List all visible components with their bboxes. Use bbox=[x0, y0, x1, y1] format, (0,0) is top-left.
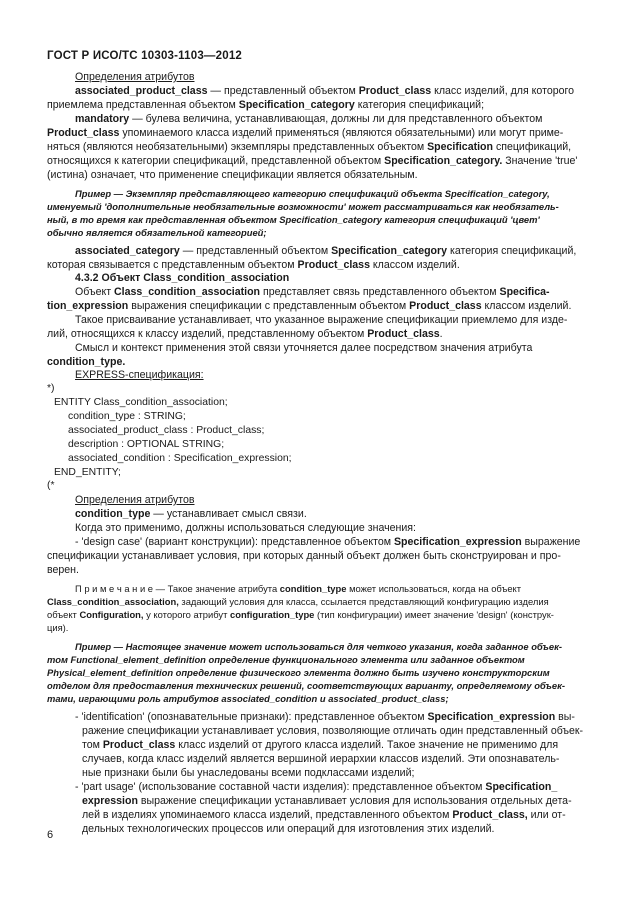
text-line bbox=[75, 521, 416, 535]
text-line bbox=[47, 154, 577, 168]
text-run: Specification bbox=[427, 141, 493, 153]
text-line bbox=[47, 679, 565, 693]
text-run: Смысл и контекст применения этой связи уточняется далее посредством значения атрибута bbox=[75, 342, 533, 354]
text-run: П р и м е ч а н и е — Такое значение атрибута bbox=[75, 583, 280, 594]
text-line bbox=[54, 466, 121, 480]
text-run: ражение спецификации устанавливает условия, позволяющие отличать один представленный объек- bbox=[82, 725, 584, 737]
text-run: tion_expression bbox=[47, 300, 129, 312]
text-line bbox=[75, 187, 550, 201]
text-run: description : OPTIONAL STRING; bbox=[68, 439, 225, 450]
text-run: condition_type. bbox=[47, 356, 126, 368]
text-line bbox=[47, 653, 525, 667]
text-run: . bbox=[439, 328, 443, 340]
text-run: 4.3.2 Объект Class_condition_association bbox=[75, 272, 290, 284]
page-number: 6 bbox=[47, 829, 54, 841]
text-line bbox=[47, 692, 449, 706]
text-line bbox=[47, 479, 55, 493]
text-run: Объект bbox=[75, 286, 115, 298]
text-run: — устанавливает смысл связи. bbox=[150, 508, 307, 520]
text-line bbox=[82, 794, 572, 808]
text-run: упоминаемого класса изделий применяться (являются обязательными) или могут приме- bbox=[119, 127, 564, 139]
text-run: спецификаций, bbox=[493, 141, 572, 153]
text-run: ENTITY Class_condition_association; bbox=[54, 397, 228, 408]
text-line bbox=[47, 126, 563, 140]
text-line bbox=[47, 563, 79, 577]
text-run: тами, играющими роль атрибутов associated_condition и associated_product_class; bbox=[47, 693, 449, 704]
text-run: классом изделий. bbox=[369, 259, 460, 271]
text-line bbox=[82, 752, 559, 766]
text-line bbox=[75, 507, 307, 521]
text-run: EXPRESS-спецификация: bbox=[75, 369, 204, 381]
text-run: associated_condition : Specification_expression; bbox=[68, 453, 292, 464]
text-run: верен. bbox=[47, 564, 79, 576]
text-line bbox=[82, 808, 566, 822]
text-run: няться (являются необязательными) экземпляры представленных объектом bbox=[47, 141, 428, 153]
text-run: или от- bbox=[527, 809, 566, 821]
text-line bbox=[68, 410, 186, 424]
text-run: condition_type : STRING; bbox=[68, 411, 186, 422]
text-run: дельных технологических процессов или операций для изготовления этих изделий. bbox=[82, 823, 495, 835]
text-line bbox=[75, 640, 562, 654]
text-run: — представленный объектом bbox=[179, 245, 332, 257]
text-run: том bbox=[82, 739, 103, 751]
text-run: которая связывается с представленным объектом bbox=[47, 259, 298, 271]
text-run: Specification_ bbox=[485, 781, 558, 793]
text-line bbox=[75, 582, 521, 596]
text-line bbox=[82, 766, 414, 780]
text-run: у которого атрибут bbox=[143, 609, 230, 620]
text-line bbox=[75, 244, 576, 258]
text-line bbox=[47, 98, 484, 112]
text-line bbox=[47, 226, 267, 240]
text-run: condition_type bbox=[279, 583, 347, 594]
text-run: Такое присваивание устанавливает, что указанное выражение спецификации приемлемо для изде- bbox=[75, 314, 568, 326]
text-run: Specification_expression bbox=[393, 536, 522, 548]
text-run: выражение спецификации устанавливает условия для использования отдельных дета- bbox=[137, 795, 572, 807]
text-line bbox=[47, 382, 55, 396]
text-run: configuration_type bbox=[230, 609, 315, 620]
text-line bbox=[75, 70, 194, 84]
text-run: Specification_category bbox=[238, 99, 355, 111]
text-run: Product_class bbox=[47, 127, 120, 139]
text-line bbox=[47, 549, 561, 563]
text-line bbox=[47, 355, 125, 369]
text-line bbox=[47, 168, 418, 182]
text-line bbox=[75, 112, 542, 126]
text-run: associated_category bbox=[75, 245, 180, 257]
text-line bbox=[47, 200, 559, 214]
running-header: ГОСТ Р ИСО/ТС 10303-1103—2012 bbox=[47, 50, 243, 62]
text-run: Пример — Экземпляр представляющего категорию спецификаций объекта Specification_category, bbox=[75, 188, 550, 199]
text-run: - 'part usage' (использование составной части изделия): представленное объектом bbox=[75, 781, 486, 793]
text-line bbox=[47, 595, 549, 609]
text-line bbox=[47, 213, 540, 227]
text-run: Пример — Настоящее значение может использоваться для четкого указания, когда заданное объек- bbox=[75, 641, 562, 652]
text-run: Product_class bbox=[409, 300, 482, 312]
text-run: вы- bbox=[555, 711, 575, 723]
text-run: относящихся к категории спецификаций, представленной объектом bbox=[47, 155, 385, 167]
text-line bbox=[82, 822, 495, 836]
text-line bbox=[47, 666, 550, 680]
text-run: Product_class, bbox=[452, 809, 528, 821]
text-run: категория спецификаций, bbox=[447, 245, 577, 257]
text-line bbox=[75, 493, 194, 507]
text-run: Class_condition_association bbox=[114, 286, 261, 298]
text-line bbox=[47, 140, 571, 154]
text-run: Class_condition_association, bbox=[47, 596, 179, 607]
text-run: Определения атрибутов bbox=[75, 494, 195, 506]
text-line bbox=[75, 341, 532, 355]
text-line bbox=[82, 724, 583, 738]
text-run: том Functional_element_definition определение функционального элемента или заданное объектом bbox=[47, 654, 525, 665]
text-run: Configuration, bbox=[79, 609, 144, 620]
text-run: объект bbox=[47, 609, 80, 620]
text-line bbox=[75, 368, 204, 382]
text-line bbox=[68, 424, 264, 438]
text-line bbox=[54, 396, 228, 410]
text-run: associated_product_class bbox=[75, 85, 208, 97]
text-run: спецификации устанавливает условия, при которых данный объект должен быть сконструирован и про- bbox=[47, 550, 561, 562]
text-run: Specification_expression bbox=[427, 711, 556, 723]
text-line bbox=[75, 285, 550, 299]
text-run: Product_class bbox=[367, 328, 440, 340]
text-run: обычно является обязательной категорией; bbox=[47, 227, 267, 238]
text-line bbox=[75, 313, 567, 327]
text-run: — представленный объектом bbox=[207, 85, 359, 97]
text-run: ция). bbox=[47, 622, 69, 633]
text-line bbox=[47, 621, 68, 635]
text-run: классом изделий. bbox=[481, 300, 572, 312]
text-run: именуемый 'дополнительные необязательные возможности' может рассматриваться как необязатель- bbox=[47, 201, 559, 212]
text-run: mandatory bbox=[75, 113, 130, 125]
text-run: отделом для предоставления технических решений, соответствующих варианту, определяемому объек- bbox=[47, 680, 565, 691]
text-line bbox=[75, 780, 557, 794]
text-line bbox=[47, 258, 460, 272]
text-line bbox=[68, 438, 224, 452]
text-run: Physical_element_definition определение физического элемента должно быть изучено конструкторским bbox=[47, 667, 550, 678]
text-run: класс изделий, для которого bbox=[431, 85, 575, 97]
text-run: категория спецификаций; bbox=[354, 99, 485, 111]
text-run: (тип конфигурации) имеет значение 'design' (конструк- bbox=[314, 609, 554, 620]
text-run: ный, в то время как представленная объектом Specification_category категория спецификаций 'цвет' bbox=[47, 214, 540, 225]
text-run: expression bbox=[82, 795, 138, 807]
text-run: лий, относящихся к классу изделий, представленному объектом bbox=[47, 328, 368, 340]
text-line bbox=[75, 710, 575, 724]
text-run: END_ENTITY; bbox=[54, 467, 121, 478]
text-line bbox=[75, 271, 289, 285]
text-run: - 'design case' (вариант конструкции): представленное объектом bbox=[75, 536, 394, 548]
text-run: Specification_category bbox=[331, 245, 448, 257]
text-line bbox=[47, 608, 554, 622]
text-run: condition_type bbox=[75, 508, 151, 520]
text-line bbox=[75, 535, 580, 549]
text-run: - 'identification' (опознавательные признаки): представленное объектом bbox=[75, 711, 428, 723]
text-run: может использоваться, когда на объект bbox=[346, 583, 522, 594]
text-run: Specifica- bbox=[499, 286, 550, 298]
text-run: случаев, когда класс изделий является вершиной иерархии классов изделий. Эти опознаватель- bbox=[82, 753, 560, 765]
text-run: класс изделий от другого класса изделий. Такое значение не применимо для bbox=[175, 739, 559, 751]
text-line bbox=[68, 452, 292, 466]
text-run: Определения атрибутов bbox=[75, 71, 195, 83]
text-run: Specification_category. bbox=[384, 155, 503, 167]
text-run: Product_class bbox=[102, 739, 176, 751]
text-run: Когда это применимо, должны использоваться следующие значения: bbox=[75, 522, 416, 534]
text-run: (истина) означает, что применение спецификации является обязательным. bbox=[47, 169, 418, 181]
text-run: лей в изделиях упоминаемого класса изделий, представленного объектом bbox=[82, 809, 453, 821]
text-run: выражения спецификации с представленным объектом bbox=[128, 300, 410, 312]
text-run: associated_product_class : Product_class; bbox=[68, 425, 265, 436]
text-run: Значение 'true' bbox=[502, 155, 578, 167]
text-line bbox=[47, 299, 571, 313]
text-run: приемлема представленная объектом bbox=[47, 99, 239, 111]
text-run: выражение bbox=[521, 536, 581, 548]
text-run: задающий условия для класса, ссылается представляющий конфигурацию изделия bbox=[178, 596, 549, 607]
text-run: — булева величина, устанавливающая, должны ли для представленного объектом bbox=[129, 113, 543, 125]
text-run: Product_class bbox=[297, 259, 370, 271]
text-line bbox=[82, 738, 558, 752]
text-run: *) bbox=[47, 383, 55, 394]
text-line bbox=[47, 327, 443, 341]
text-run: (* bbox=[47, 480, 55, 491]
text-run: представляет связь представленного объектом bbox=[260, 286, 500, 298]
text-line bbox=[75, 84, 574, 98]
text-run: Product_class bbox=[358, 85, 432, 97]
text-run: ные признаки были бы унаследованы всеми подклассами изделий; bbox=[82, 767, 415, 779]
